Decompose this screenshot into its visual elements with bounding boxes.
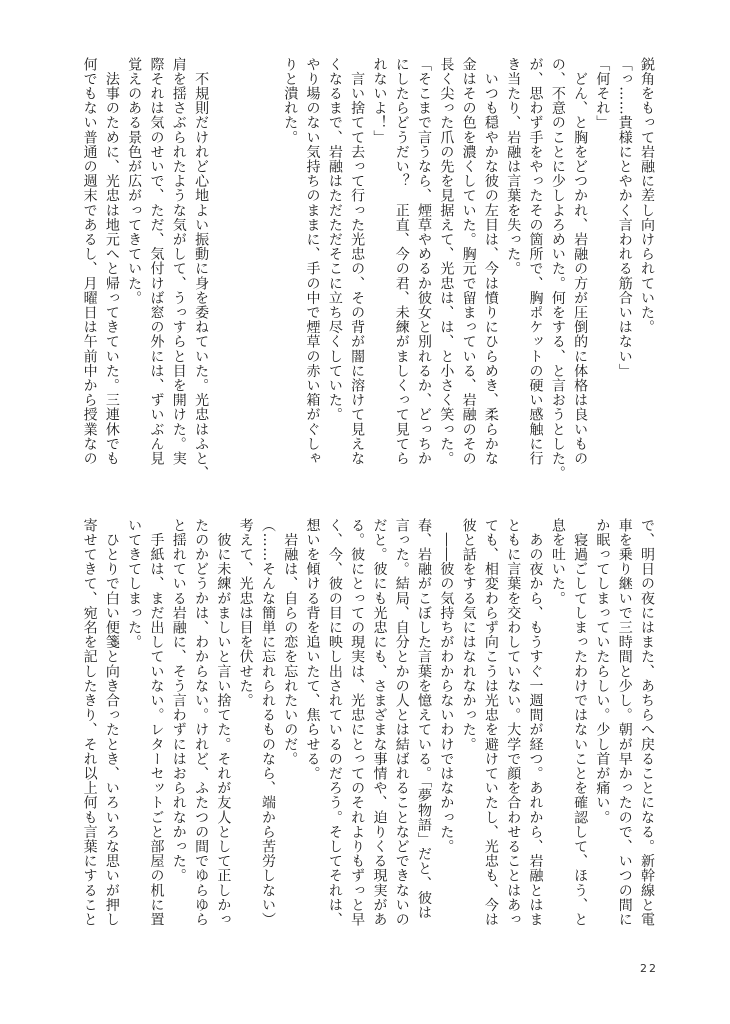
text-line: 春、岩融がこぼした言葉を憶えている。「夢物語」だと、彼は (416, 518, 433, 920)
text-line: 想いを傾ける背を追いたて、焦らせる。 (304, 518, 321, 781)
text-line: 考えて、光忠は目を伏せた。 (237, 518, 254, 708)
text-line: 法事のために、光忠は地元へと帰ってきていた。三連休でも (103, 57, 120, 466)
text-line: 際それは気のせいで、ただ、気付けば窓の外には、ずいぶん見 (148, 57, 165, 466)
text-line: 長く尖った爪の先を見据えて、光忠は、は、と小さく笑った。 (438, 57, 455, 466)
text-line: 彼と話をする気にはなれなかった。 (460, 518, 477, 752)
text-line: 覚えのある景色が広がってきていた。 (126, 57, 143, 306)
scene-break-spacer (212, 57, 234, 497)
text-block-bottom (78, 518, 658, 948)
text-line: 寝過ごしてしまったわけではないことを確認して、ほう、と (572, 518, 589, 927)
text-line: か眠ってしまっていたらしい。少し首が痛い。 (594, 518, 611, 825)
text-line: （……そんな簡単に忘れられるものなら、端から苦労しない） (259, 518, 276, 927)
text-line: 手紙は、まだ出していない。レターセットごと部屋の机に置 (148, 518, 165, 927)
scene-break-spacer (234, 57, 256, 497)
text-line: 何でもない普通の週末であるし、月曜日は午前中から授業なの (81, 57, 98, 466)
text-line: あの夜から、もうすぐ一週間が経つ。あれから、岩融とはま (527, 518, 544, 927)
text-line: 寄せてきて、宛名を記したきり、それ以上何も言葉にすること (81, 518, 98, 927)
text-line: りと潰れた。 (282, 57, 299, 145)
text-line: いつも穏やかな彼の左目は、今は憤りにひらめき、柔らかな (482, 57, 499, 466)
text-line: 彼に未練がましいと言い捨てた。それが友人として正しかっ (215, 518, 232, 927)
text-line: 肩を揺さぶられたような気がして、うっすらと目を開けた。実 (170, 57, 187, 466)
text-line: ても、相変わらず向こうは光忠を避けていたし、光忠も、今は (482, 518, 499, 927)
text-line: れないよ！」 (371, 57, 388, 145)
text-line: やり場のない気持ちのままに、手の中で煙草の赤い箱がぐしゃ (304, 57, 321, 466)
text-line: ――彼の気持ちがわからないわけではなかった。 (438, 518, 455, 854)
text-line: 「そこまで言うなら、煙草やめるか彼女と別れるか、どっちか (416, 57, 433, 466)
text-line: が、思わず手をやったその箇所で、胸ポケットの硬い感触に行 (527, 57, 544, 466)
text-line: で、明日の夜にはまた、あちらへ戻ることになる。新幹線と電 (639, 518, 655, 927)
text-line: ひとりで白い便箋と向き合ったとき、いろいろな思いが押し (103, 518, 120, 927)
text-line: どん、と胸をどつかれ、岩融の方が圧倒的に体格は良いもの (572, 57, 589, 466)
text-line: くなるまで、岩融はただただそこに立ち尽くしていた。 (326, 57, 343, 422)
text-line: 金はその色を濃くしていた。胸元で留まっている、岩融のその (460, 57, 477, 466)
text-line: だと。彼にも光忠にも、さまざまな事情や、迫りくる現実があ (371, 518, 388, 927)
text-line: 不規則だけれど心地よい振動に身を委ねていた。光忠はふと、 (193, 57, 210, 481)
text-line: 「っ……貴様にとやかく言われる筋合いはない」 (616, 57, 633, 379)
text-line: く、今、彼の目に映し出されているのだろう。そしてそれは、 (326, 518, 343, 927)
text-line: き当たり、岩融は言葉を失った。 (505, 57, 522, 276)
text-line: にしたらどうだい？ 正直、今の君、未練がましくって見てら (393, 57, 410, 466)
page-number: 22 (640, 962, 658, 975)
text-line: 息を吐いた。 (549, 518, 566, 606)
text-line: の、不意のことに少しよろめいた。何をする、と言おうとした。 (549, 57, 566, 481)
text-line: 車を乗り継いで三時間と少し。朝が早かったので、いつの間に (616, 518, 633, 927)
text-line: たのかどうかは、わからない。けれど、ふたつの間でゆらゆら (193, 518, 210, 927)
text-line: と揺れている岩融に、そう言わずにはおられなかった。 (170, 518, 187, 883)
text-block-top (78, 57, 658, 497)
text-line: いてきてしまった。 (126, 518, 143, 650)
text-line: る。彼にとっての現実は、光忠にとってのそれよりもずっと早 (349, 518, 366, 927)
text-line: ともに言葉を交わしていない。大学で顔を合わせることはあっ (505, 518, 522, 927)
text-line: 言い捨てて去って行った光忠の、その背が闇に溶けて見えな (349, 57, 366, 466)
text-line: 鋭角をもって岩融に差し向けられていた。 (639, 57, 655, 335)
text-line: 岩融は、自らの恋を忘れたいのだ。 (282, 518, 299, 767)
text-line: 言った。結局、自分とかの人とは結ばれることなどできないの (393, 518, 410, 927)
scene-break-spacer (257, 57, 279, 497)
text-line: 「何それ」 (594, 57, 611, 130)
